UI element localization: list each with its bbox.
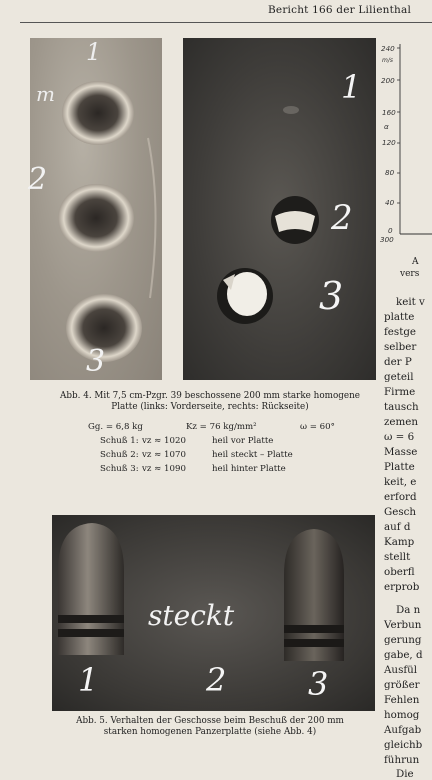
projectile-mark-1: 1 [78,661,99,699]
body-line: Gesch [384,506,417,518]
figure-5-caption [24,716,396,737]
body-line: Verbun [384,619,422,631]
graph-unit: m/s [382,57,393,64]
body-line: tausch [384,401,419,413]
graph-y-tick-40: 40 [385,198,395,207]
back-mark-2: 2 [331,198,353,238]
graph-y-tick-80: 80 [385,168,395,177]
plate-back-photo [183,38,376,380]
body-line: der P [384,356,412,368]
graph-fragment [380,36,432,252]
figure-5-caption-line-1: Abb. 5. Verhalten der Geschosse beim Beschuß der 200 mm [76,716,344,726]
body-line: Kamp [384,536,415,548]
param-angle: ω = 60° [300,422,335,432]
body-line: Masse [384,446,418,458]
projectiles-photo-word: steckt [148,599,235,632]
shot-2-result: heil steckt – Platte [212,450,293,460]
body-line: platte [384,311,415,323]
projectiles-photo [52,515,375,711]
page-header-title: Bericht 166 der Lilienthal [268,4,412,16]
shot-2-velocity: vz ≈ 1070 [142,450,186,460]
body-line: festge [384,326,417,338]
graph-y-tick-200: 200 [381,76,395,85]
front-mark-2: 2 [28,162,48,197]
graph-x-tick-300: 300 [380,235,394,244]
body-line: auf d [384,521,411,533]
back-mark-1: 1 [341,68,362,106]
body-line: stellt [384,551,411,563]
body-line: führun [384,754,420,766]
body-line: Platte [384,461,415,473]
projectile-mark-2: 2 [206,661,227,699]
graph-y-tick-160: 160 [382,108,396,117]
back-mark-3: 3 [319,274,344,318]
body-line: Aufgab [384,724,422,736]
header-rule [20,22,432,23]
figure-4-caption [24,391,396,412]
front-mark-edge-label: m [36,82,55,106]
graph-y-tick-240: 240 [381,44,395,53]
plate-front-photo [30,38,162,380]
figure-4-caption-line-1: Abb. 4. Mit 7,5 cm-Pzgr. 39 beschossene 200 mm starke homogene [60,391,360,401]
param-mass: Gg. = 6,8 kg [88,422,143,432]
body-line: keit, e [384,476,417,488]
figure-5-caption-line-2: starken homogenen Panzerplatte (siehe Abb. 4) [103,726,317,737]
graph-caption-fragment-2: vers [400,269,420,279]
graph-axis-letter: α [384,122,389,131]
front-mark-3: 3 [86,344,106,379]
shot-3-label: Schuß 3: [100,464,139,474]
body-line: oberfl [384,566,415,578]
shot-3-result: heil hinter Platte [212,464,286,474]
shot-1-velocity: vz ≈ 1020 [142,436,186,446]
body-line: Fehlen [384,694,420,706]
projectile-mark-3: 3 [308,665,329,703]
graph-y-tick-0: 0 [388,226,393,235]
body-line: Firme [384,386,416,398]
body-line: größer [384,679,420,691]
body-line: erford [384,491,417,503]
body-line: keit v [396,296,425,308]
body-line: Da n [396,604,421,616]
figure-4-caption-line-2: Platte (links: Vorderseite, rechts: Rückseite) [111,401,309,412]
body-line: erprob [384,581,420,593]
body-line: gerung [384,634,422,646]
graph-y-tick-120: 120 [382,138,396,147]
graph-caption-fragment-1: A [412,257,419,267]
body-line: zemen [384,416,419,428]
body-line: Ausfül [384,664,418,676]
body-line: gleichb [384,739,423,751]
body-line: Die [396,768,414,780]
body-line: ω = 6 [384,431,415,443]
front-mark-1: 1 [86,38,102,66]
shot-3-velocity: vz ≈ 1090 [142,464,186,474]
shot-1-result: heil vor Platte [212,436,274,446]
body-line: selber [384,341,417,353]
body-line: geteil [384,371,414,383]
param-strength: Kz = 76 kg/mm² [186,422,257,432]
shot-1-label: Schuß 1: [100,436,139,446]
body-line: gabe, d [384,649,423,661]
body-line: homog [384,709,420,721]
shot-2-label: Schuß 2: [100,450,139,460]
